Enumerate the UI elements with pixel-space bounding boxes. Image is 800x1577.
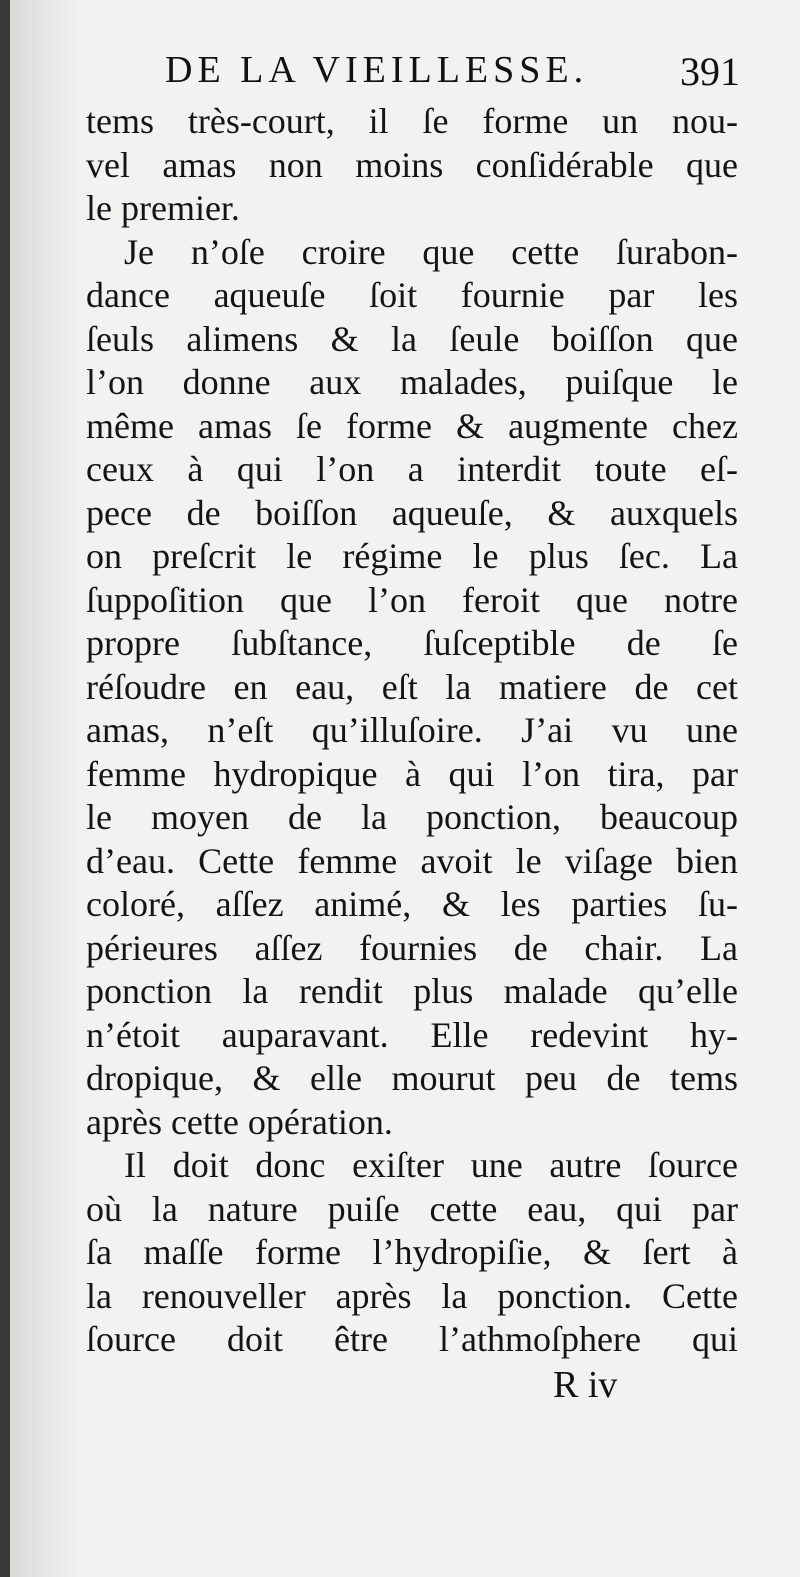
text-line: ſa maſſe forme l’hydropiſie, & ſert à [86,1232,738,1272]
text-line: périeures aſſez fournies de chair. La [86,927,738,968]
text-line: l’on donne aux malades, puiſque le [86,362,738,402]
text-line: amas, n’eſt qu’illuſoire. J’ai vu une [86,710,738,750]
text-line: coloré, aſſez animé, & les parties ſu- [86,884,738,924]
text-line: dropique, & elle mourut peu de tems [86,1058,738,1098]
text-line: tems très-court, il ſe forme un nou- [86,101,738,141]
running-head [165,48,740,98]
text-line: le premier. [86,188,240,228]
text-line: pece de boiſſon aqueuſe, & auxquels [86,492,738,533]
text-line: d’eau. Cette femme avoit le viſage bien [86,840,738,881]
text-line: dance aqueuſe ſoit fournie par les [86,275,738,315]
text-line: ſuppoſition que l’on feroit que notre [86,579,738,620]
text-line: le moyen de la ponction, beaucoup [86,797,738,837]
text-line: ſource doit être l’athmoſphere qui [86,1319,738,1359]
running-title: DE LA VIEILLESSE. [165,49,589,91]
text-line: après cette opération. [86,1101,393,1142]
text-line: Je n’oſe croire que cette ſurabon- [124,231,738,272]
text-line: la renouveller après la ponction. Cette [86,1275,738,1316]
signature-mark: R iv [553,1364,618,1406]
text-line: où la nature puiſe cette eau, qui par [86,1188,738,1229]
book-page [10,0,800,1577]
text-line: ſeuls alimens & la ſeule boiſſon que [86,318,738,359]
text-line: propre ſubſtance, ſuſceptible de ſe [86,623,738,663]
text-line: vel amas non moins conſidérable que [86,144,738,185]
text-line: on preſcrit le régime le plus ſec. La [86,536,738,576]
text-line: ceux à qui l’on a interdit toute eſ- [86,449,738,489]
text-line: ponction la rendit plus malade qu’elle [86,971,738,1011]
text-line: n’étoit auparavant. Elle redevint hy- [86,1014,738,1055]
body-text [86,100,738,1362]
text-line: réſoudre en eau, eſt la matiere de cet [86,666,738,707]
page-number: 391 [680,49,740,94]
text-line: Il doit donc exiſter une autre ſource [124,1145,738,1185]
text-line: même amas ſe forme & augmente chez [86,405,738,446]
text-line: femme hydropique à qui l’on tira, par [86,753,738,794]
binding-shadow [10,0,80,1577]
